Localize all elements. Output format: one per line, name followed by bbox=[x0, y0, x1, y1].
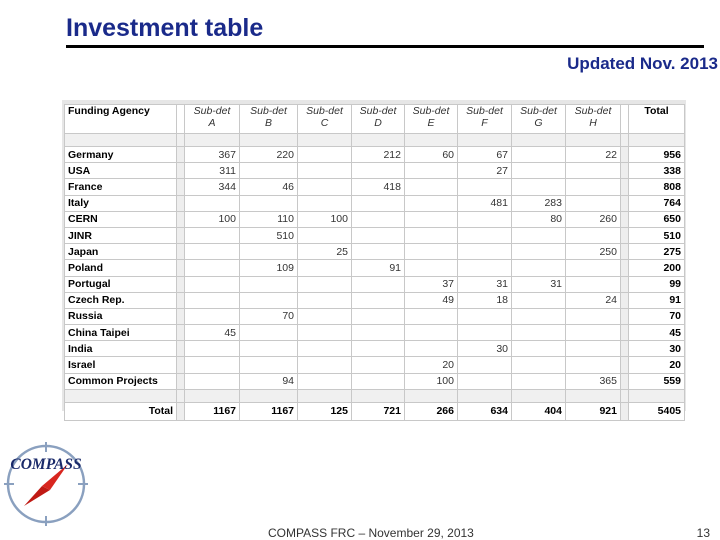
column-gap bbox=[621, 211, 629, 227]
grand-total: 5405 bbox=[629, 402, 685, 420]
value-cell bbox=[458, 260, 512, 276]
value-cell: 344 bbox=[185, 179, 240, 195]
value-cell bbox=[405, 227, 458, 243]
table-header-row bbox=[65, 105, 685, 134]
value-cell bbox=[352, 373, 405, 389]
value-cell bbox=[566, 341, 621, 357]
row-total: 45 bbox=[629, 325, 685, 341]
value-cell bbox=[185, 341, 240, 357]
value-cell: 18 bbox=[458, 292, 512, 308]
value-cell: 110 bbox=[240, 211, 298, 227]
value-cell: 31 bbox=[512, 276, 566, 292]
column-gap bbox=[621, 357, 629, 373]
value-cell bbox=[298, 260, 352, 276]
agency-name: Portugal bbox=[65, 276, 177, 292]
table-row bbox=[65, 244, 685, 260]
header-subdet: Sub-det E bbox=[405, 105, 458, 134]
totals-row bbox=[65, 402, 685, 420]
value-cell: 45 bbox=[185, 325, 240, 341]
value-cell bbox=[405, 341, 458, 357]
agency-name: Israel bbox=[65, 357, 177, 373]
table-row bbox=[65, 147, 685, 163]
value-cell: 46 bbox=[240, 179, 298, 195]
logo-text: COMPASS bbox=[10, 456, 82, 473]
value-cell: 283 bbox=[512, 195, 566, 211]
value-cell: 365 bbox=[566, 373, 621, 389]
value-cell: 25 bbox=[298, 244, 352, 260]
column-gap bbox=[621, 260, 629, 276]
value-cell bbox=[405, 195, 458, 211]
header-gap bbox=[621, 105, 629, 134]
header-subdet: Sub-det F bbox=[458, 105, 512, 134]
spacer-cell bbox=[621, 134, 629, 147]
value-cell bbox=[512, 308, 566, 324]
row-total: 70 bbox=[629, 308, 685, 324]
value-cell: 367 bbox=[185, 147, 240, 163]
table-row bbox=[65, 163, 685, 179]
value-cell: 212 bbox=[352, 147, 405, 163]
agency-name: France bbox=[65, 179, 177, 195]
value-cell: 100 bbox=[298, 211, 352, 227]
value-cell bbox=[298, 163, 352, 179]
spacer-cell bbox=[629, 389, 685, 402]
agency-name: JINR bbox=[65, 227, 177, 243]
value-cell bbox=[512, 244, 566, 260]
table-row bbox=[65, 179, 685, 195]
value-cell bbox=[185, 308, 240, 324]
value-cell bbox=[185, 195, 240, 211]
value-cell: 20 bbox=[405, 357, 458, 373]
value-cell bbox=[298, 308, 352, 324]
column-gap bbox=[177, 195, 185, 211]
column-gap bbox=[621, 179, 629, 195]
table-row bbox=[65, 292, 685, 308]
spacer-cell bbox=[458, 134, 512, 147]
row-total: 956 bbox=[629, 147, 685, 163]
column-total: 1167 bbox=[240, 402, 298, 420]
column-gap bbox=[177, 211, 185, 227]
value-cell bbox=[240, 325, 298, 341]
header-total: Total bbox=[629, 105, 685, 134]
table-row bbox=[65, 195, 685, 211]
spacer-cell bbox=[458, 389, 512, 402]
value-cell: 510 bbox=[240, 227, 298, 243]
spacer-row bbox=[65, 134, 685, 147]
column-gap bbox=[621, 402, 629, 420]
value-cell bbox=[512, 260, 566, 276]
column-gap bbox=[177, 341, 185, 357]
row-total: 30 bbox=[629, 341, 685, 357]
column-gap bbox=[177, 260, 185, 276]
spacer-cell bbox=[65, 389, 177, 402]
value-cell bbox=[566, 260, 621, 276]
spacer-cell bbox=[566, 389, 621, 402]
value-cell bbox=[512, 341, 566, 357]
column-gap bbox=[177, 308, 185, 324]
spacer-cell bbox=[177, 389, 185, 402]
agency-name: China Taipei bbox=[65, 325, 177, 341]
column-gap bbox=[621, 163, 629, 179]
row-total: 559 bbox=[629, 373, 685, 389]
spacer-cell bbox=[240, 389, 298, 402]
column-gap bbox=[621, 292, 629, 308]
agency-name: Czech Rep. bbox=[65, 292, 177, 308]
row-total: 808 bbox=[629, 179, 685, 195]
value-cell bbox=[352, 211, 405, 227]
value-cell bbox=[352, 195, 405, 211]
investment-table bbox=[64, 104, 685, 421]
agency-name: USA bbox=[65, 163, 177, 179]
value-cell bbox=[405, 244, 458, 260]
value-cell bbox=[566, 308, 621, 324]
value-cell bbox=[512, 325, 566, 341]
value-cell bbox=[298, 276, 352, 292]
table-row bbox=[65, 325, 685, 341]
spacer-cell bbox=[298, 389, 352, 402]
row-total: 275 bbox=[629, 244, 685, 260]
value-cell: 94 bbox=[240, 373, 298, 389]
agency-name: Russia bbox=[65, 308, 177, 324]
value-cell bbox=[298, 179, 352, 195]
column-gap bbox=[621, 341, 629, 357]
page-number: 13 bbox=[696, 526, 710, 540]
table-row bbox=[65, 357, 685, 373]
value-cell bbox=[298, 195, 352, 211]
value-cell bbox=[458, 227, 512, 243]
value-cell bbox=[298, 341, 352, 357]
agency-name: Italy bbox=[65, 195, 177, 211]
value-cell: 30 bbox=[458, 341, 512, 357]
value-cell bbox=[512, 179, 566, 195]
spacer-cell bbox=[512, 134, 566, 147]
column-gap bbox=[621, 276, 629, 292]
table-body bbox=[65, 134, 685, 421]
agency-name: Poland bbox=[65, 260, 177, 276]
value-cell: 311 bbox=[185, 163, 240, 179]
column-gap bbox=[177, 292, 185, 308]
value-cell bbox=[298, 227, 352, 243]
spacer-cell bbox=[352, 389, 405, 402]
value-cell bbox=[240, 195, 298, 211]
value-cell: 109 bbox=[240, 260, 298, 276]
value-cell bbox=[566, 179, 621, 195]
value-cell: 60 bbox=[405, 147, 458, 163]
value-cell: 250 bbox=[566, 244, 621, 260]
spacer-cell bbox=[352, 134, 405, 147]
column-gap bbox=[177, 357, 185, 373]
value-cell bbox=[566, 276, 621, 292]
value-cell: 91 bbox=[352, 260, 405, 276]
agency-name: India bbox=[65, 341, 177, 357]
spacer-cell bbox=[405, 134, 458, 147]
updated-label: Updated Nov. 2013 bbox=[567, 54, 718, 73]
value-cell: 80 bbox=[512, 211, 566, 227]
value-cell: 49 bbox=[405, 292, 458, 308]
value-cell bbox=[185, 373, 240, 389]
value-cell bbox=[512, 357, 566, 373]
agency-name: Germany bbox=[65, 147, 177, 163]
table-row bbox=[65, 276, 685, 292]
row-total: 764 bbox=[629, 195, 685, 211]
value-cell bbox=[185, 357, 240, 373]
value-cell bbox=[352, 244, 405, 260]
row-total: 99 bbox=[629, 276, 685, 292]
column-gap bbox=[177, 402, 185, 420]
value-cell bbox=[512, 163, 566, 179]
column-gap bbox=[177, 163, 185, 179]
value-cell bbox=[240, 163, 298, 179]
value-cell: 22 bbox=[566, 147, 621, 163]
spacer-cell bbox=[185, 389, 240, 402]
column-gap bbox=[621, 195, 629, 211]
spacer-cell bbox=[405, 389, 458, 402]
value-cell bbox=[240, 341, 298, 357]
value-cell bbox=[458, 325, 512, 341]
value-cell bbox=[240, 244, 298, 260]
table-row bbox=[65, 227, 685, 243]
column-gap bbox=[621, 373, 629, 389]
value-cell bbox=[566, 227, 621, 243]
column-total: 634 bbox=[458, 402, 512, 420]
column-gap bbox=[177, 227, 185, 243]
column-total: 921 bbox=[566, 402, 621, 420]
column-total: 266 bbox=[405, 402, 458, 420]
value-cell: 27 bbox=[458, 163, 512, 179]
column-total: 125 bbox=[298, 402, 352, 420]
value-cell: 67 bbox=[458, 147, 512, 163]
value-cell: 100 bbox=[185, 211, 240, 227]
value-cell bbox=[185, 276, 240, 292]
header-gap bbox=[177, 105, 185, 134]
value-cell bbox=[405, 211, 458, 227]
value-cell bbox=[352, 227, 405, 243]
value-cell bbox=[458, 357, 512, 373]
row-total: 338 bbox=[629, 163, 685, 179]
column-gap bbox=[177, 276, 185, 292]
value-cell bbox=[185, 260, 240, 276]
value-cell bbox=[298, 292, 352, 308]
value-cell bbox=[405, 325, 458, 341]
value-cell bbox=[352, 308, 405, 324]
value-cell: 37 bbox=[405, 276, 458, 292]
value-cell bbox=[185, 244, 240, 260]
value-cell: 418 bbox=[352, 179, 405, 195]
title-underline bbox=[66, 45, 704, 48]
value-cell bbox=[512, 292, 566, 308]
row-total: 200 bbox=[629, 260, 685, 276]
value-cell bbox=[512, 227, 566, 243]
header-subdet: Sub-det D bbox=[352, 105, 405, 134]
value-cell bbox=[458, 308, 512, 324]
value-cell bbox=[240, 292, 298, 308]
value-cell bbox=[185, 227, 240, 243]
header-subdet: Sub-det H bbox=[566, 105, 621, 134]
column-gap bbox=[621, 325, 629, 341]
agency-name: Common Projects bbox=[65, 373, 177, 389]
value-cell: 260 bbox=[566, 211, 621, 227]
spacer-cell bbox=[185, 134, 240, 147]
spacer-cell bbox=[298, 134, 352, 147]
value-cell bbox=[458, 179, 512, 195]
spacer-cell bbox=[621, 389, 629, 402]
row-total: 20 bbox=[629, 357, 685, 373]
column-gap bbox=[621, 308, 629, 324]
value-cell bbox=[240, 357, 298, 373]
table-row bbox=[65, 260, 685, 276]
header-subdet: Sub-det B bbox=[240, 105, 298, 134]
value-cell bbox=[566, 357, 621, 373]
value-cell bbox=[352, 341, 405, 357]
value-cell bbox=[185, 292, 240, 308]
column-gap bbox=[177, 325, 185, 341]
header-subdet: Sub-det G bbox=[512, 105, 566, 134]
column-gap bbox=[177, 244, 185, 260]
value-cell bbox=[298, 357, 352, 373]
table-row bbox=[65, 341, 685, 357]
compass-logo bbox=[2, 440, 90, 528]
agency-name: CERN bbox=[65, 211, 177, 227]
value-cell bbox=[298, 373, 352, 389]
value-cell bbox=[458, 373, 512, 389]
value-cell: 24 bbox=[566, 292, 621, 308]
totals-label: Total bbox=[65, 402, 177, 420]
value-cell: 100 bbox=[405, 373, 458, 389]
footer-text: COMPASS FRC – November 29, 2013 bbox=[268, 526, 474, 540]
agency-name: Japan bbox=[65, 244, 177, 260]
value-cell: 31 bbox=[458, 276, 512, 292]
value-cell bbox=[240, 276, 298, 292]
value-cell bbox=[298, 147, 352, 163]
value-cell bbox=[566, 163, 621, 179]
value-cell: 220 bbox=[240, 147, 298, 163]
value-cell bbox=[566, 325, 621, 341]
row-total: 91 bbox=[629, 292, 685, 308]
value-cell bbox=[352, 357, 405, 373]
table-row bbox=[65, 373, 685, 389]
value-cell bbox=[566, 195, 621, 211]
header-subdet: Sub-det C bbox=[298, 105, 352, 134]
spacer-cell bbox=[65, 134, 177, 147]
value-cell bbox=[458, 211, 512, 227]
spacer-cell bbox=[629, 134, 685, 147]
value-cell bbox=[405, 308, 458, 324]
value-cell: 481 bbox=[458, 195, 512, 211]
table-row bbox=[65, 211, 685, 227]
column-gap bbox=[621, 227, 629, 243]
column-gap bbox=[621, 244, 629, 260]
row-total: 650 bbox=[629, 211, 685, 227]
header-subdet: Sub-det A bbox=[185, 105, 240, 134]
value-cell bbox=[512, 373, 566, 389]
value-cell: 70 bbox=[240, 308, 298, 324]
value-cell bbox=[352, 163, 405, 179]
spacer-cell bbox=[240, 134, 298, 147]
value-cell bbox=[458, 244, 512, 260]
spacer-cell bbox=[177, 134, 185, 147]
value-cell bbox=[405, 260, 458, 276]
slide-title: Investment table bbox=[66, 14, 264, 42]
row-total: 510 bbox=[629, 227, 685, 243]
spacer-cell bbox=[512, 389, 566, 402]
spacer-cell bbox=[566, 134, 621, 147]
value-cell bbox=[405, 163, 458, 179]
value-cell bbox=[298, 325, 352, 341]
column-gap bbox=[177, 373, 185, 389]
spacer-row bbox=[65, 389, 685, 402]
column-gap bbox=[177, 179, 185, 195]
table-row bbox=[65, 308, 685, 324]
column-total: 404 bbox=[512, 402, 566, 420]
value-cell bbox=[352, 325, 405, 341]
column-gap bbox=[177, 147, 185, 163]
value-cell bbox=[352, 292, 405, 308]
value-cell bbox=[405, 179, 458, 195]
value-cell bbox=[512, 147, 566, 163]
value-cell bbox=[352, 276, 405, 292]
column-total: 1167 bbox=[185, 402, 240, 420]
header-funding-agency: Funding Agency bbox=[65, 105, 177, 134]
column-gap bbox=[621, 147, 629, 163]
column-total: 721 bbox=[352, 402, 405, 420]
